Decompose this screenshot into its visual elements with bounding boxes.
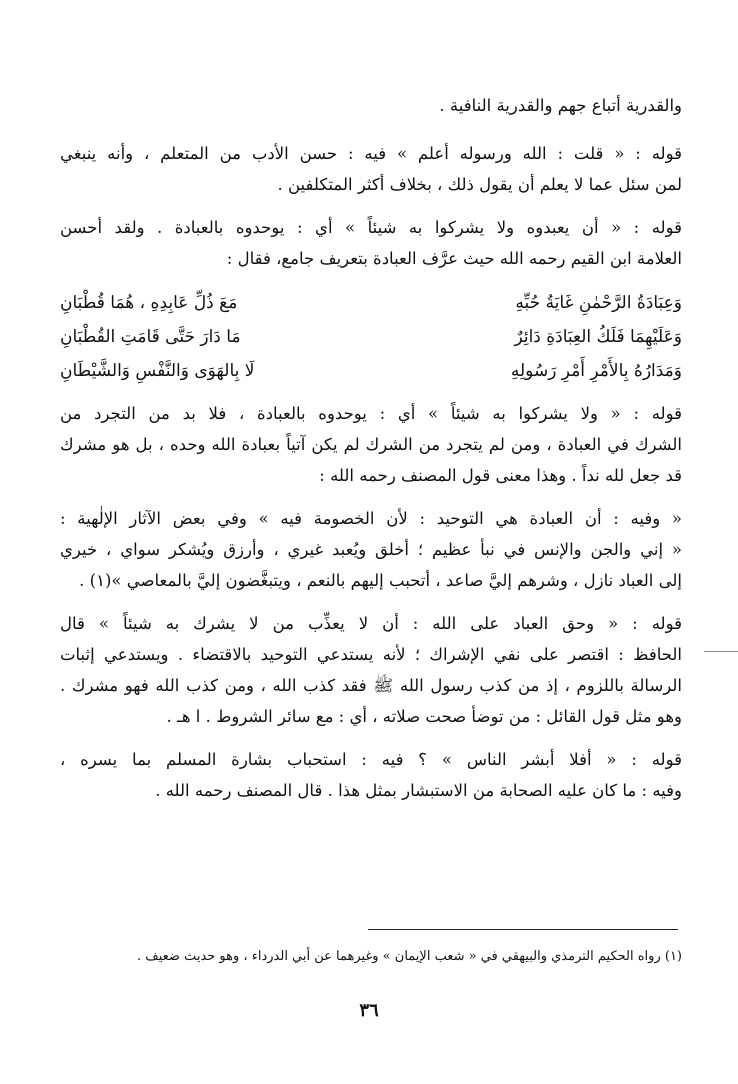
poem-verse xyxy=(60,320,682,354)
text-line: قد جعل لله نداً . وهذا معنى قول المصنف رحمه الله : xyxy=(319,465,682,485)
paragraph xyxy=(60,138,682,200)
poem-verse xyxy=(60,354,682,388)
paragraph xyxy=(60,744,682,806)
verse-first-hemistich: وَعَلَيْهِمَا فَلَكُ العِبَادَةِ دَائِرٌ xyxy=(514,326,682,347)
text-line: والقدرية أتباع جهم والقدرية النافية . xyxy=(439,96,682,115)
text-line: « إني والجن والإنس في نبأ عظيم ؛ أخلق ويُعبد غيري ، وأرزق ويُشكر سواي ، خيري xyxy=(60,539,682,559)
paragraph xyxy=(60,608,682,732)
page-number: ٣٦ xyxy=(359,1000,379,1021)
poem-verse xyxy=(60,286,682,320)
text-line: الرسالة باللزوم ، إذ من كذب رسول الله ﷺ فقد كذب الله ، ومن كذب الله فهو مشرك . xyxy=(60,675,682,695)
verse-first-hemistich: وَمَدَارُهُ بِالأَمْرِ أَمْرِ رَسُولِهِ xyxy=(510,360,682,381)
text-line: « وفيه : أن العبادة هي التوحيد : لأن الخصومة فيه » وفي بعض الآثار الإلٰهية : xyxy=(60,508,682,528)
text-line: قوله : « أفلا أبشر الناس » ؟ فيه : استحباب بشارة المسلم بما يسره ، xyxy=(60,749,682,769)
text-line: قوله : « قلت : الله ورسوله أعلم » فيه : حسن الأدب من المتعلم ، وأنه ينبغي xyxy=(60,143,682,163)
main-text xyxy=(60,78,682,818)
text-line: إلى العباد نازل ، وشرهم إليَّ صاعد ، أتحبب إليهم بالنعم ، ويتبغَّضون إليَّ بالمعاصي »(١) . xyxy=(79,570,682,590)
text-line: العلامة ابن القيم رحمه الله حيث عرَّف العبادة بتعريف جامع، فقال : xyxy=(226,248,682,268)
text-line: قوله : « ولا يشركوا به شيئاً » أي : يوحدوه بالعبادة ، فلا بد من التجرد من xyxy=(60,403,682,423)
text-line: لمن سئل عما لا يعلم أن يقول ذلك ، بخلاف أكثر المتكلفين . xyxy=(277,174,682,194)
verse-first-hemistich: وَعِبَادَةُ الرَّحْمٰنِ غَايَةُ حُبِّهِ xyxy=(515,292,682,313)
footnote-divider xyxy=(368,929,678,930)
paragraph xyxy=(60,212,682,274)
footnote: (١) رواه الحكيم الترمذي والبيهقي في « شعب الإيمان » وغيرهما عن أبي الدرداء ، وهو حديث ضعيف . xyxy=(136,949,682,964)
text-line: قوله : « وحق العباد على الله : أن لا يعذِّب من لا يشرك به شيئاً » قال xyxy=(60,613,682,633)
verse-second-hemistich: مَا دَارَ حَتَّى قَامَتِ القُطْبَانِ xyxy=(60,326,241,347)
text-line: وفيه : ما كان عليه الصحابة من الاستبشار بمثل هذا . قال المصنف رحمه الله . xyxy=(155,780,682,800)
verse-second-hemistich: مَعَ ذُلِّ عَابِدِهِ ، هُمَا قُطْبَانِ xyxy=(60,292,238,313)
verse-second-hemistich: لَا بِالهَوَى وَالنَّفْسِ وَالشَّيْطَانِ xyxy=(60,360,255,381)
text-line: الشرك في العبادة ، ومن لم يتجرد من الشرك لم يكن آتياً بعبادة الله وحده ، بل هو مشرك xyxy=(60,434,682,454)
margin-mark xyxy=(704,651,738,652)
text-line: وهو مثل قول القائل : من توضأ صحت صلاته ، أي : مع سائر الشروط . ا هـ . xyxy=(166,706,682,726)
text-line: قوله : « أن يعبدوه ولا يشركوا به شيئاً » أي : يوحدوه بالعبادة . ولقد أحسن xyxy=(60,217,682,237)
paragraph xyxy=(60,503,682,596)
text-line: الحافظ : اقتصر على نفي الإشراك ؛ لأنه يستدعي التوحيد بالاقتضاء . ويستدعي إثبات xyxy=(60,644,682,664)
paragraph xyxy=(60,398,682,491)
poem xyxy=(60,286,682,388)
